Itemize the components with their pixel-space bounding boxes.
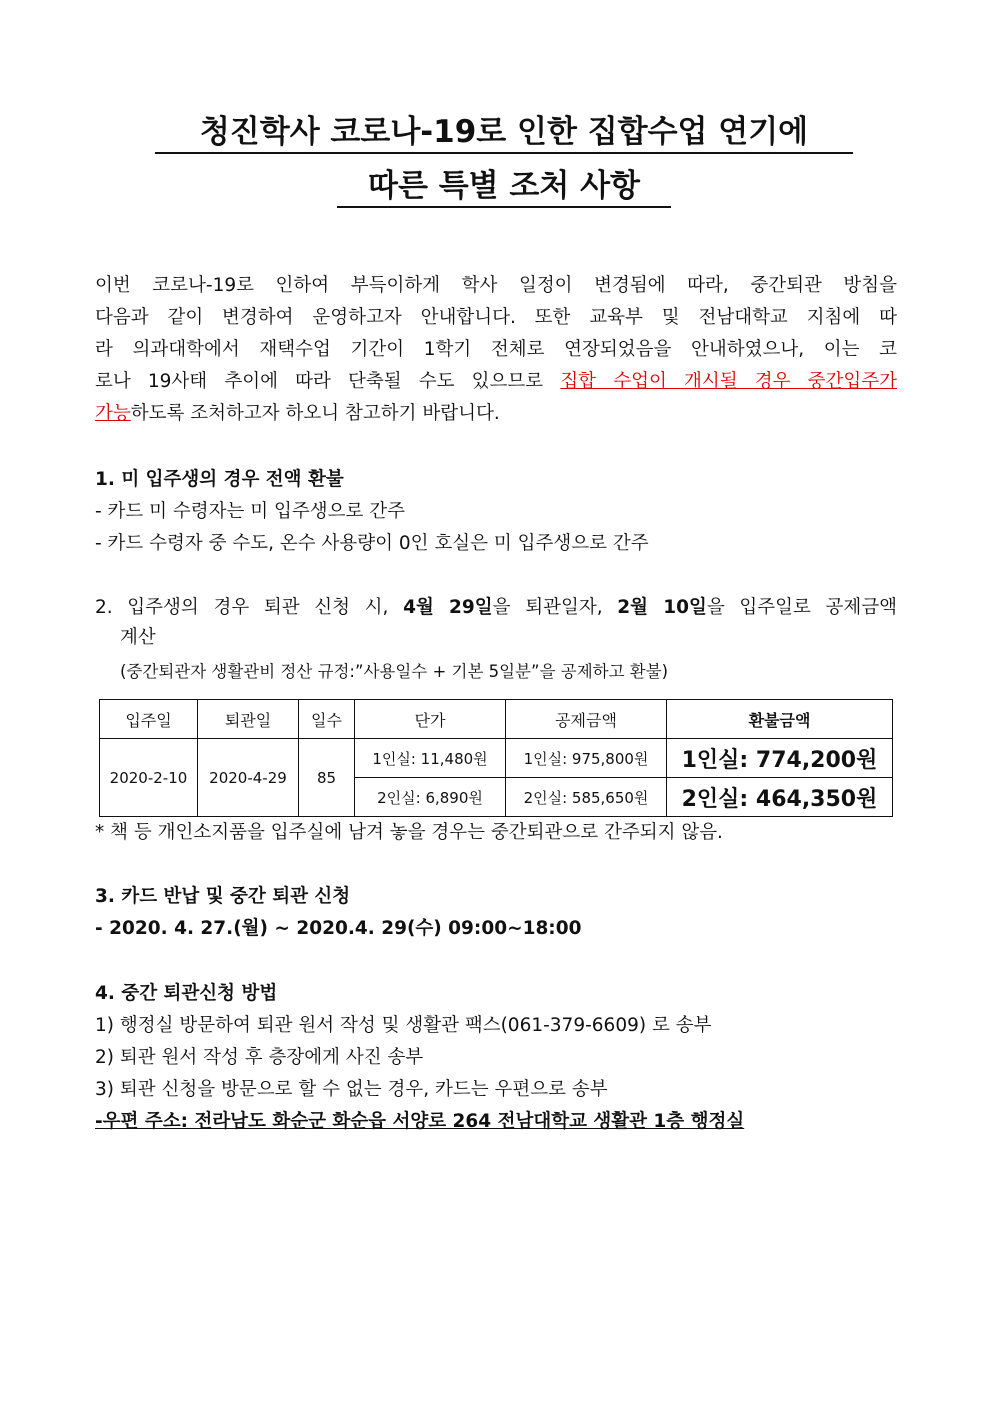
section2-text: 을 입주일로 공제금액 — [706, 597, 897, 618]
section4-heading: 4. 중간 퇴관신청 방법 — [95, 983, 278, 1004]
intro-line-1: 이번 코로나-19로 인하여 부득이하게 학사 일정이 변경됨에 따라, 중간퇴관 방침을 — [95, 275, 897, 296]
section2-line-2: 계산 — [120, 627, 156, 648]
table-row — [100, 739, 893, 778]
section1-item-1: - 카드 미 수령자는 미 입주생으로 간주 — [95, 501, 406, 522]
section4-item-3: 3) 퇴관 신청을 방문으로 할 수 없는 경우, 카드는 우편으로 송부 — [95, 1079, 608, 1100]
header-deduction: 공제금액 — [506, 700, 667, 739]
intro-text: 로나 19사태 추이에 따라 단축될 수도 있으므로 — [95, 371, 561, 392]
section2-text: 2. 입주생의 경우 퇴관 신청 시, — [95, 597, 404, 618]
intro-line-4 — [95, 366, 897, 398]
cell-unit-price: 1인실: 11,480원 — [355, 739, 506, 778]
section3-period: - 2020. 4. 27.(월) ~ 2020.4. 29(수) 09:00~18:00 — [95, 918, 582, 939]
section1-heading: 1. 미 입주생의 경우 전액 환불 — [95, 469, 344, 490]
table-note: * 책 등 개인소지품을 입주실에 남겨 놓을 경우는 중간퇴관으로 간주되지 않음. — [95, 822, 723, 843]
refund-table — [99, 699, 893, 817]
intro-line-5 — [95, 398, 897, 430]
cell-move-in: 2020-2-10 — [100, 739, 198, 817]
section2-text: 을 퇴관일자, — [492, 597, 618, 618]
highlight-text: 가능 — [95, 403, 131, 424]
cell-move-out: 2020-4-29 — [198, 739, 299, 817]
cell-refund: 2인실: 464,350원 — [667, 778, 893, 817]
section2-note: (중간퇴관자 생활관비 정산 규정:”사용일수 + 기본 5일분”을 공제하고 환불) — [120, 662, 669, 681]
section2-line-1 — [95, 592, 897, 624]
section1-item-2: - 카드 수령자 중 수도, 온수 사용량이 0인 호실은 미 입주생으로 간주 — [95, 533, 649, 554]
table-header-row — [100, 700, 893, 739]
section4-item-2: 2) 퇴관 원서 작성 후 층장에게 사진 송부 — [95, 1047, 424, 1068]
section3-heading: 3. 카드 반납 및 중간 퇴관 신청 — [95, 886, 351, 907]
header-days: 일수 — [299, 700, 355, 739]
intro-line-2: 다음과 같이 변경하여 운영하고자 안내합니다. 또한 교육부 및 전남대학교 지침에 따 — [95, 307, 897, 328]
move-out-date: 4월 29일 — [403, 597, 493, 618]
document-title-line2: 따른 특별 조처 사항 — [337, 166, 671, 208]
intro-text: 하도록 조처하고자 하오니 참고하기 바랍니다. — [130, 403, 500, 424]
header-refund: 환불금액 — [667, 700, 893, 739]
cell-refund: 1인실: 774,200원 — [667, 739, 893, 778]
section4-item-1: 1) 행정실 방문하여 퇴관 원서 작성 및 생활관 팩스(061-379-6609) 로 송부 — [95, 1015, 712, 1036]
highlight-text: 집합 수업이 개시될 경우 중간입주가 — [560, 371, 897, 392]
mailing-address: -우편 주소: 전라남도 화순군 화순읍 서양로 264 전남대학교 생활관 1층 행정실 — [95, 1111, 745, 1132]
cell-days: 85 — [299, 739, 355, 817]
header-move-out: 퇴관일 — [198, 700, 299, 739]
cell-deduction: 2인실: 585,650원 — [506, 778, 667, 817]
cell-deduction: 1인실: 975,800원 — [506, 739, 667, 778]
cell-unit-price: 2인실: 6,890원 — [355, 778, 506, 817]
header-move-in: 입주일 — [100, 700, 198, 739]
header-unit-price: 단가 — [355, 700, 506, 739]
intro-line-3: 라 의과대학에서 재택수업 기간이 1학기 전체로 연장되었음을 안내하였으나, 이는 코 — [95, 339, 897, 360]
document-title-line1: 청진학사 코로나-19로 인한 집합수업 연기에 — [155, 112, 853, 154]
move-in-date: 2월 10일 — [617, 597, 707, 618]
